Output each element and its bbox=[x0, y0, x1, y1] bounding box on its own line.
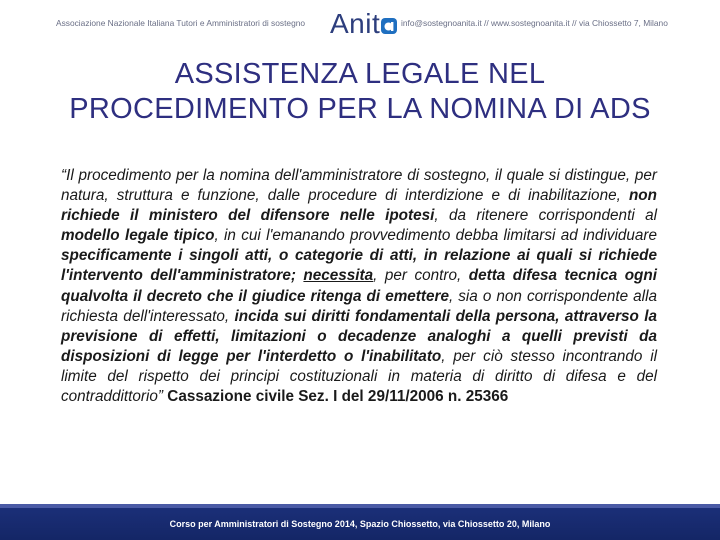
quote-bold-segment bbox=[303, 267, 373, 284]
quote-bold-segment: specificamente i singoli atti, o categorie di atti, in relazione ai quali si richiede l'intervento dell'amministratore; bbox=[61, 247, 657, 285]
quote-segment: “Il procedimento per la nomina dell'amministratore di sostegno, il quale si distingue, per natura, struttura e funzione, dalle procedure di interdizione e di inabilitazione, bbox=[61, 167, 657, 205]
a-logo-mark-icon bbox=[381, 18, 397, 34]
quote-segment: , in cui l'emanando provvedimento debba limitarsi ad individuare bbox=[214, 227, 658, 245]
quote-bold-segment: non richiede il ministero del difensore nelle ipotesi bbox=[61, 187, 657, 225]
association-name: Associazione Nazionale Italiana Tutori e Amministratori di sostegno bbox=[56, 18, 306, 28]
contact-info: info@sostegnoanita.it // www.sostegnoanita.it // via Chiossetto 7, Milano bbox=[401, 18, 668, 28]
citation: Cassazione civile Sez. I del 29/11/2006 n. 25366 bbox=[163, 388, 509, 406]
logo-text: Anit bbox=[330, 8, 381, 39]
quote-bold-segment: detta difesa tecnica ogni qualvolta il decreto che il giudice ritenga di emettere bbox=[61, 267, 657, 305]
anita-logo bbox=[330, 8, 397, 40]
quote-segment: , per ciò stesso incontrando il limite del rispetto dei principi costituzionali in materia di diritto di difesa e del contraddittorio” bbox=[61, 347, 657, 406]
quote-bold-segment: incida sui diritti fondamentali della persona, attraverso la previsione di effetti, limitazioni o decadenze analoghi a quelli previsti da disposizioni di legge per l'interdetto o l'inabilitato bbox=[61, 307, 657, 365]
slide-title: ASSISTENZA LEGALE NEL PROCEDIMENTO PER LA NOMINA DI ADS bbox=[69, 58, 651, 125]
quote-segment: , da ritenere corrispondenti al bbox=[434, 207, 657, 225]
quote-bold-segment: modello legale tipico bbox=[61, 227, 215, 245]
footer-text: Corso per Amministratori di Sostegno 2014, Spazio Chiossetto, via Chiossetto 20, Milano bbox=[169, 519, 551, 529]
quote-segment: , sia o non corrispondente alla richiesta dell'interessato, bbox=[61, 287, 657, 325]
slide-header bbox=[0, 0, 720, 52]
quote-text bbox=[61, 166, 657, 407]
underlined-word: necessita bbox=[303, 267, 374, 285]
quote-segment: , per contro, bbox=[373, 267, 469, 285]
